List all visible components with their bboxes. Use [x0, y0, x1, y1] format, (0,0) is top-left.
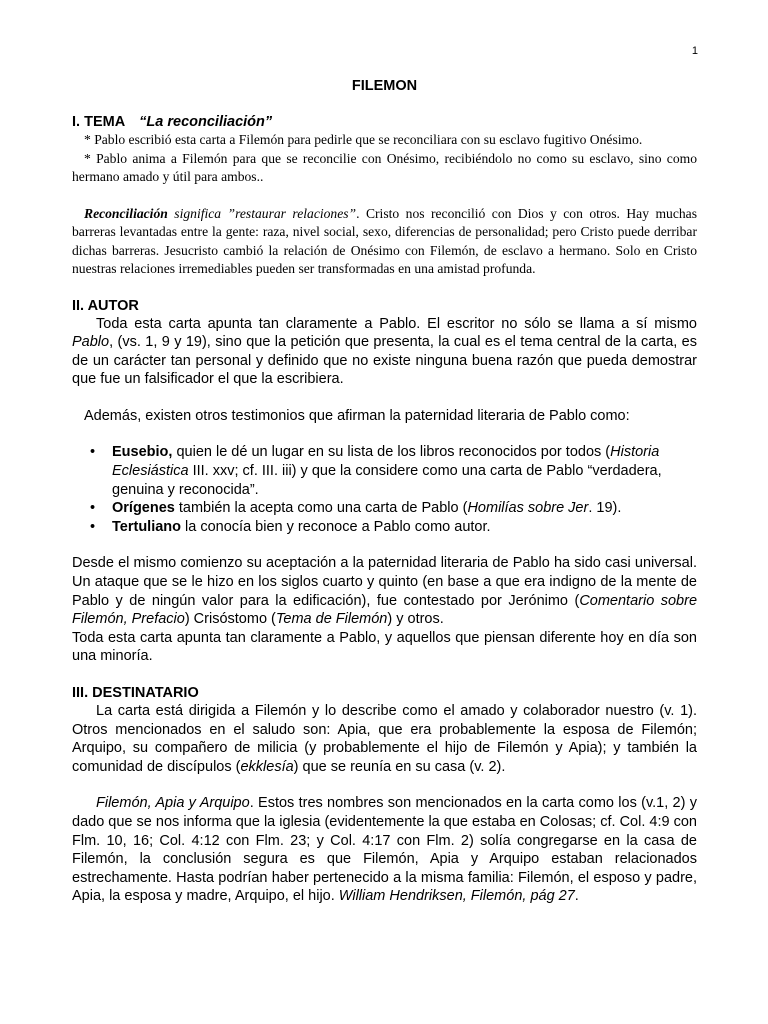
reconciliation-text: . Cristo nos reconcilió con Dios y con otros. Hay muchas barreras levantadas entre la gente: raza, nivel social, sexo, diferencias de personalidad; pero Cristo puede derribar dichas barreras. Jesucristo cambió la relación de Onésimo con Filemón, de esclavo a hermano. Solo en Cristo nuestras relaciones irremediables pueden ser transformadas en una amistad profunda.	[72, 205, 697, 276]
tema-point-1: * Pablo escribió esta carta a Filemón para pedirle que se reconciliara con su esclavo fugitivo Onésimo.	[84, 132, 643, 147]
page-number: 1	[691, 45, 698, 57]
document-body	[72, 78, 697, 906]
list-item: • Tertuliano la conocía bien y reconoce a Pablo como autor.	[90, 518, 491, 535]
reconciliation-paragraph	[72, 205, 697, 279]
section-autor-heading: II. AUTOR	[72, 297, 139, 314]
section-destinatario-heading: III. DESTINATARIO	[72, 685, 199, 701]
document-title: FILEMON	[351, 78, 418, 94]
destinatario-paragraph-1: La carta está dirigida a Filemón y lo describe como el amado y colaborador nuestro (v. 1). Otros mencionados en el saludo son: Apia, que era probablemente la esposa de Filemón; Arquipo, su compañero de milicia (y probablemente el hijo de Filemón y Apia); y también la comunidad de discípulos (ekklesía) que se reunía en su casa (v. 2).	[72, 703, 697, 775]
tema-point-2: * Pablo anima a Filemón para que se reconcilie con Onésimo, recibiéndolo no como su esclavo, sino como hermano amado y útil para ambos..	[72, 150, 697, 184]
autor-paragraph-2: Además, existen otros testimonios que afirman la paternidad literaria de Pablo como:	[84, 407, 630, 424]
autor-paragraph-1: Toda esta carta apunta tan claramente a Pablo. El escritor no sólo se llama a sí mismo Pablo, (vs. 1, 9 y 19), sino que la petición que presenta, la cual es el tema central de la carta, es de un carácter tan personal y definido que no existe ninguna buena razón que pueda demostrar que fue un falsificador el que la escribiera.	[72, 315, 697, 388]
bullet-icon: •	[90, 500, 96, 517]
reconciliation-term: Reconciliación	[84, 205, 168, 221]
list-item: • Orígenes también la acepta como una carta de Pablo (Homilías sobre Jer. 19).	[90, 500, 622, 517]
reconciliation-definition: significa ”restaurar relaciones”	[167, 205, 357, 221]
list-item: • Eusebio, quien le dé un lugar en su lista de los libros reconocidos por todos (Historia Eclesiástica III. xxv; cf. III. iii) y que la considere como una carta de Pablo “verdadera, genuina y reconocida”.	[90, 444, 662, 498]
bullet-icon: •	[90, 518, 96, 535]
citation: William Hendriksen, Filemón, pág 27	[338, 888, 575, 905]
autor-paragraph-4: Toda esta carta apunta tan claramente a Pablo, y aquellos que piensan diferente hoy en día son una minoría.	[72, 629, 697, 665]
bullet-icon: •	[90, 444, 96, 461]
section-tema-title: I. TEMA	[72, 114, 126, 130]
section-tema-heading	[72, 113, 697, 131]
destinatario-paragraph-2: Filemón, Apia y Arquipo. Estos tres nombres son mencionados en la carta como los (v.1, 2) y dado que se nos informa que la iglesia (evidentemente la que estaba en Colosas; cf. Col. 4:9 con Flm. 10, 16; Col. 4:12 con Flm. 23; y Col. 4:17 con Flm. 2) solía congregarse en la casa de Filemón, la conclusión segura es que Filemón, Apia y Arquipo estaban relacionados estrechamente. Hasta podrían haber pertenecido a la misma familia: Filemón, el esposo y padre, Apia, la esposa y madre, Arquipo, el hijo. William Hendriksen, Filemón, pág 27.	[72, 795, 698, 905]
section-tema-subtitle: “La reconciliación”	[139, 114, 273, 130]
autor-paragraph-3: Desde el mismo comienzo su aceptación a la paternidad literaria de Pablo ha sido casi universal. Un ataque que se le hizo en los siglos cuarto y quinto (en base a que era indigno de la mente de Pablo y de ningún valor para la edificación), fue contestado por Jerónimo (Comentario sobre Filemón, Prefacio) Crisóstomo (Tema de Filemón) y otros.	[72, 555, 698, 628]
testimonies-list	[72, 443, 697, 536]
